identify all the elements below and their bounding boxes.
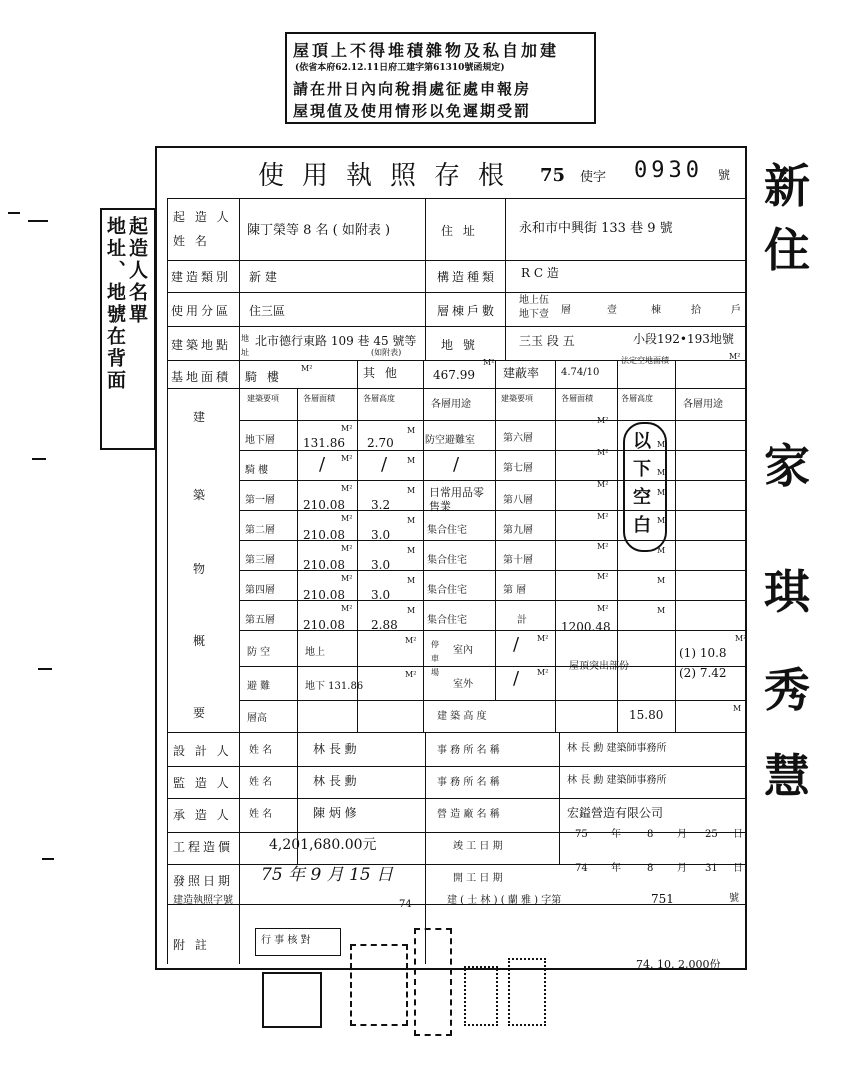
unit-m: M bbox=[657, 488, 666, 497]
unit-m2: M² bbox=[341, 544, 353, 553]
col-use-header-right: 各層用途 bbox=[683, 399, 723, 410]
row-part: 地下層 bbox=[245, 435, 275, 446]
lot-label: 地 號 bbox=[441, 338, 478, 352]
license-year: 75 bbox=[540, 165, 566, 186]
row-use: 集合住宅 bbox=[427, 615, 467, 626]
row-divider bbox=[167, 798, 745, 799]
parking-label: 停車場 bbox=[431, 640, 439, 677]
coverage-value: 4.74/10 bbox=[561, 367, 600, 378]
roof-value-b: (2) 7.42 bbox=[679, 666, 727, 680]
contractor-name: 陳 炳 修 bbox=[313, 806, 357, 820]
side-label-box bbox=[100, 208, 156, 450]
blank-note: 以下空白 bbox=[633, 431, 651, 536]
other-unit: M² bbox=[483, 358, 495, 367]
edge-mark: 新 bbox=[764, 159, 810, 213]
seal-stamp bbox=[414, 928, 452, 1036]
seal-stamp bbox=[350, 944, 408, 1026]
row-divider bbox=[167, 864, 745, 865]
row-use: 集合住宅 bbox=[427, 555, 467, 566]
zone-value: 住三區 bbox=[249, 304, 286, 318]
build-height-value: 15.80 bbox=[629, 708, 664, 722]
lot-value-b: 小段192•193地號 bbox=[633, 332, 734, 346]
floors-value-a: 地上伍 bbox=[519, 295, 549, 306]
issue-label: 發照日期 bbox=[173, 874, 234, 888]
supervisor-label: 監 造 人 bbox=[173, 776, 232, 790]
row-part: 第四層 bbox=[245, 585, 275, 596]
start-label: 開 工 日 期 bbox=[453, 873, 503, 884]
row-area: 210.08 bbox=[303, 618, 345, 632]
structure-label: 構造種類 bbox=[437, 270, 498, 284]
designer-office-label: 事 務 所 名 稱 bbox=[437, 745, 500, 756]
note-stamp: 行 事 核 對 bbox=[261, 935, 311, 946]
permit-no: 751 bbox=[651, 892, 674, 906]
row-divider bbox=[167, 388, 745, 389]
unit-m2: M² bbox=[597, 542, 609, 551]
designer-office: 林 長 勳 建築師事務所 bbox=[567, 743, 667, 754]
owner-label-b: 姓 名 bbox=[173, 234, 210, 248]
row-part: 第二層 bbox=[245, 525, 275, 536]
license-word: 使字 bbox=[580, 170, 607, 185]
civil-value-a: 地上 bbox=[305, 647, 325, 658]
row-divider bbox=[239, 666, 745, 667]
building-label-1: 建 bbox=[193, 410, 206, 424]
designer-name-label: 姓 名 bbox=[249, 745, 273, 756]
unit-m2: M² bbox=[597, 416, 609, 425]
form-frame bbox=[155, 146, 747, 970]
unit-m2: M² bbox=[537, 634, 549, 643]
row-area: 210.08 bbox=[303, 588, 345, 602]
col-divider bbox=[505, 198, 506, 360]
coverage-label: 建蔽率 bbox=[503, 366, 540, 380]
supervisor-name: 林 長 勳 bbox=[313, 774, 357, 788]
other-value: 467.99 bbox=[433, 368, 475, 382]
unit-m: M bbox=[407, 606, 416, 615]
row-part-right: 第 層 bbox=[503, 585, 527, 596]
col-part-header: 建築要項 bbox=[247, 394, 279, 403]
unit-m2: M² bbox=[341, 514, 353, 523]
row-part-right: 計 bbox=[517, 615, 527, 626]
parking-in-value: / bbox=[513, 634, 520, 655]
note-label: 附 註 bbox=[173, 938, 210, 952]
col-divider bbox=[239, 198, 240, 964]
col-divider bbox=[297, 388, 298, 732]
edge-mark: 家 bbox=[764, 439, 810, 493]
base-area-label: 基地面積 bbox=[171, 370, 232, 384]
col-divider bbox=[167, 198, 168, 964]
unit-m: M bbox=[657, 606, 666, 615]
unit-m2: M² bbox=[597, 512, 609, 521]
structure-value: R C 造 bbox=[521, 266, 559, 280]
contractor-label: 承 造 人 bbox=[173, 808, 232, 822]
notice-line-3: 請在卅日內向稅捐處征處申報房 bbox=[293, 80, 532, 98]
zone-label: 使用分區 bbox=[171, 304, 232, 318]
row-use: 集合住宅 bbox=[427, 525, 467, 536]
row-part: 第一層 bbox=[245, 495, 275, 506]
row-part: 第三層 bbox=[245, 555, 275, 566]
col-divider bbox=[559, 732, 560, 864]
row-part-right: 第九層 bbox=[503, 525, 533, 536]
row-divider bbox=[167, 832, 745, 833]
unit-m2: M² bbox=[405, 636, 417, 645]
start-m: 月 bbox=[677, 863, 687, 874]
cost-label: 工程造價 bbox=[173, 840, 234, 854]
unit-m: M bbox=[657, 546, 666, 555]
row-divider bbox=[167, 260, 745, 261]
unit-m2: M² bbox=[597, 448, 609, 457]
completion-year: 75 bbox=[575, 829, 588, 840]
completion-d: 日 bbox=[733, 829, 743, 840]
start-day: 31 bbox=[705, 863, 718, 874]
unit-m: M bbox=[407, 576, 416, 585]
notice-line-2: (依省本府62.12.11日府工建字第61310號函規定) bbox=[295, 63, 505, 73]
row-divider bbox=[167, 292, 745, 293]
unit-m2: M² bbox=[341, 604, 353, 613]
col-divider bbox=[357, 360, 358, 732]
unit-m: M bbox=[407, 516, 416, 525]
roof-value-a: (1) 10.8 bbox=[679, 646, 727, 660]
edge-mark: 秀 bbox=[764, 663, 810, 717]
start-d: 日 bbox=[733, 863, 743, 874]
row-part-right: 第七層 bbox=[503, 463, 533, 474]
permit-word: 建 ( 士 林 ) ( 蘭 雅 ) 字第 bbox=[447, 895, 562, 906]
unit-m2: M² bbox=[735, 634, 747, 643]
col-height-header: 各層高度 bbox=[363, 394, 395, 403]
scan-mark bbox=[42, 858, 54, 860]
other-label: 其 他 bbox=[363, 366, 400, 380]
address-label: 住 址 bbox=[441, 224, 478, 238]
row-divider bbox=[167, 766, 745, 767]
page-title: 使用執照存根 bbox=[258, 161, 523, 191]
completion-m: 月 bbox=[677, 829, 687, 840]
row-part: 騎 樓 bbox=[245, 465, 269, 476]
issue-value: 75 年 9 月 15 日 bbox=[261, 865, 394, 885]
build-type-label: 建造類別 bbox=[171, 270, 232, 284]
unit-m2: M² bbox=[405, 670, 417, 679]
supervisor-name-label: 姓 名 bbox=[249, 777, 273, 788]
row-use: 集合住宅 bbox=[427, 585, 467, 596]
completion-month: 8 bbox=[647, 829, 654, 840]
col-part-header-right: 建築要項 bbox=[501, 394, 533, 403]
open-space-label: 法定空地面積 bbox=[621, 356, 669, 365]
scan-mark bbox=[38, 668, 52, 670]
unit-m: M bbox=[657, 576, 666, 585]
row-height: 3.0 bbox=[371, 558, 391, 572]
parking-in: 室內 bbox=[453, 645, 473, 656]
side-label-col-2: 地址、地號在背面 bbox=[104, 216, 126, 392]
row-height: 3.0 bbox=[371, 588, 391, 602]
row-area: 210.08 bbox=[303, 528, 345, 542]
notice-stamp bbox=[285, 32, 596, 124]
scan-mark bbox=[28, 220, 48, 222]
seal-stamp bbox=[464, 966, 498, 1026]
row-height: 3.2 bbox=[371, 498, 391, 512]
owner-value: 陳丁榮等 8 名 ( 如附表 ) bbox=[247, 223, 391, 238]
floors-value-d: 壹 bbox=[607, 305, 617, 316]
row-use: / bbox=[453, 454, 460, 475]
row-height: / bbox=[381, 454, 388, 475]
height-row-label: 層高 bbox=[247, 713, 267, 724]
row-part: 第五層 bbox=[245, 615, 275, 626]
floors-value-c: 層 bbox=[561, 305, 571, 316]
open-space-unit: M² bbox=[729, 352, 741, 361]
roof-label: 屋頂突出部份 bbox=[569, 661, 629, 672]
row-part-right: 第六層 bbox=[503, 433, 533, 444]
cost-value: 4,201,680.00元 bbox=[269, 837, 377, 853]
civil-value-b: 地下 131.86 bbox=[305, 681, 364, 692]
unit-m2: M² bbox=[597, 480, 609, 489]
col-divider bbox=[425, 198, 426, 360]
col-height-header-right: 各層高度 bbox=[621, 394, 653, 403]
address-value: 永和市中興街 133 巷 9 號 bbox=[519, 221, 673, 236]
site-value-note: (如附表) bbox=[371, 348, 402, 357]
row-area: / bbox=[319, 454, 326, 475]
contractor-company: 宏鎰營造有限公司 bbox=[567, 806, 664, 820]
row-height: 2.88 bbox=[371, 618, 398, 632]
designer-label: 設 計 人 bbox=[173, 744, 232, 758]
unit-m2: M² bbox=[537, 668, 549, 677]
row-divider bbox=[239, 420, 745, 421]
civil-label-a: 防 空 bbox=[247, 647, 271, 658]
building-label-5: 要 bbox=[193, 706, 206, 720]
seal-stamp bbox=[262, 972, 322, 1028]
col-divider bbox=[617, 360, 618, 732]
row-use: 防空避難室 bbox=[425, 435, 475, 446]
notice-line-1: 屋頂上不得堆積雜物及私自加建 bbox=[293, 41, 560, 60]
build-height-label: 建 築 高 度 bbox=[437, 711, 487, 722]
floors-value-f: 拾 bbox=[691, 305, 701, 316]
contractor-company-label: 營 造 廠 名 稱 bbox=[437, 809, 500, 820]
row-area: 210.08 bbox=[303, 558, 345, 572]
license-number: 0930 bbox=[634, 158, 703, 183]
unit-m: M bbox=[407, 486, 416, 495]
row-height: 2.70 bbox=[367, 436, 394, 450]
unit-m2: M² bbox=[341, 574, 353, 583]
arcade-unit: M² bbox=[301, 364, 313, 373]
row-divider bbox=[239, 700, 745, 701]
row-height: 3.0 bbox=[371, 528, 391, 542]
supervisor-office-label: 事 務 所 名 稱 bbox=[437, 777, 500, 788]
row-use: 日常用品零售業 bbox=[429, 486, 484, 513]
supervisor-office: 林 長 勳 建築師事務所 bbox=[567, 775, 667, 786]
col-divider bbox=[555, 360, 556, 732]
unit-m2: M² bbox=[341, 424, 353, 433]
seal-stamp bbox=[508, 958, 546, 1026]
building-label-4: 概 bbox=[193, 634, 206, 648]
row-divider bbox=[167, 326, 745, 327]
scan-mark bbox=[8, 212, 20, 214]
row-part-right: 第十層 bbox=[503, 555, 533, 566]
permit-year: 74 bbox=[399, 899, 412, 910]
unit-m2: M² bbox=[597, 604, 609, 613]
completion-y: 年 bbox=[611, 829, 621, 840]
owner-label-a: 起 造 人 bbox=[173, 210, 232, 224]
col-area-header-right: 各層面積 bbox=[561, 394, 593, 403]
start-month: 8 bbox=[647, 863, 654, 874]
total-value: 1200.48 bbox=[561, 620, 611, 634]
unit-m2: M² bbox=[341, 484, 353, 493]
completion-label: 竣 工 日 期 bbox=[453, 841, 503, 852]
unit-m: M bbox=[657, 468, 666, 477]
contractor-name-label: 姓 名 bbox=[249, 809, 273, 820]
unit-m: M bbox=[733, 704, 742, 713]
parking-out-value: / bbox=[513, 668, 520, 689]
civil-label-b: 避 難 bbox=[247, 681, 271, 692]
permit-label: 建造執照字號 bbox=[173, 895, 233, 906]
building-label-3: 物 bbox=[193, 562, 206, 576]
edge-mark: 住 bbox=[764, 223, 810, 277]
unit-m: M bbox=[407, 456, 416, 465]
row-divider bbox=[239, 450, 745, 451]
col-divider bbox=[675, 360, 676, 732]
floors-value-b: 地下壹 bbox=[519, 309, 549, 320]
print-info: 74. 10. 2,000份 bbox=[636, 958, 721, 971]
start-year: 74 bbox=[575, 863, 588, 874]
site-value: 北市德行東路 109 巷 45 號等 bbox=[255, 334, 417, 348]
unit-m: M bbox=[407, 546, 416, 555]
floors-label: 層棟戶數 bbox=[437, 304, 498, 318]
row-divider bbox=[239, 480, 745, 481]
license-suffix: 號 bbox=[718, 168, 731, 182]
designer-name: 林 長 勳 bbox=[313, 742, 357, 756]
scan-mark bbox=[32, 458, 46, 460]
side-label-col-1: 起造人名單 bbox=[126, 216, 148, 326]
edge-mark: 慧 bbox=[764, 749, 810, 803]
col-divider bbox=[423, 360, 424, 732]
arcade-label: 騎 樓 bbox=[245, 370, 282, 384]
lot-value-a: 三玉 段 五 bbox=[519, 334, 575, 348]
site-label: 建築地點 bbox=[171, 338, 232, 352]
col-use-header: 各層用途 bbox=[431, 399, 471, 410]
floors-value-g: 戶 bbox=[731, 305, 741, 316]
col-area-header: 各層面積 bbox=[303, 394, 335, 403]
row-part-right: 第八層 bbox=[503, 495, 533, 506]
unit-m: M bbox=[407, 426, 416, 435]
row-area: 210.08 bbox=[303, 498, 345, 512]
unit-m2: M² bbox=[341, 454, 353, 463]
col-divider bbox=[495, 360, 496, 700]
unit-m2: M² bbox=[597, 572, 609, 581]
site-sublabel: 地址 bbox=[241, 334, 249, 357]
parking-out: 室外 bbox=[453, 679, 473, 690]
unit-m: M bbox=[657, 516, 666, 525]
notice-line-4: 屋現值及使用情形以免遲期受罰 bbox=[293, 102, 532, 120]
row-divider bbox=[167, 732, 745, 733]
start-y: 年 bbox=[611, 863, 621, 874]
row-divider bbox=[167, 198, 745, 199]
row-area: 131.86 bbox=[303, 436, 345, 450]
floors-value-e: 棟 bbox=[651, 305, 661, 316]
permit-suffix: 號 bbox=[729, 893, 739, 904]
completion-day: 25 bbox=[705, 829, 718, 840]
edge-mark: 琪 bbox=[764, 565, 810, 619]
building-label-2: 築 bbox=[193, 488, 206, 502]
unit-m: M bbox=[657, 440, 666, 449]
build-type-value: 新 建 bbox=[249, 270, 277, 284]
